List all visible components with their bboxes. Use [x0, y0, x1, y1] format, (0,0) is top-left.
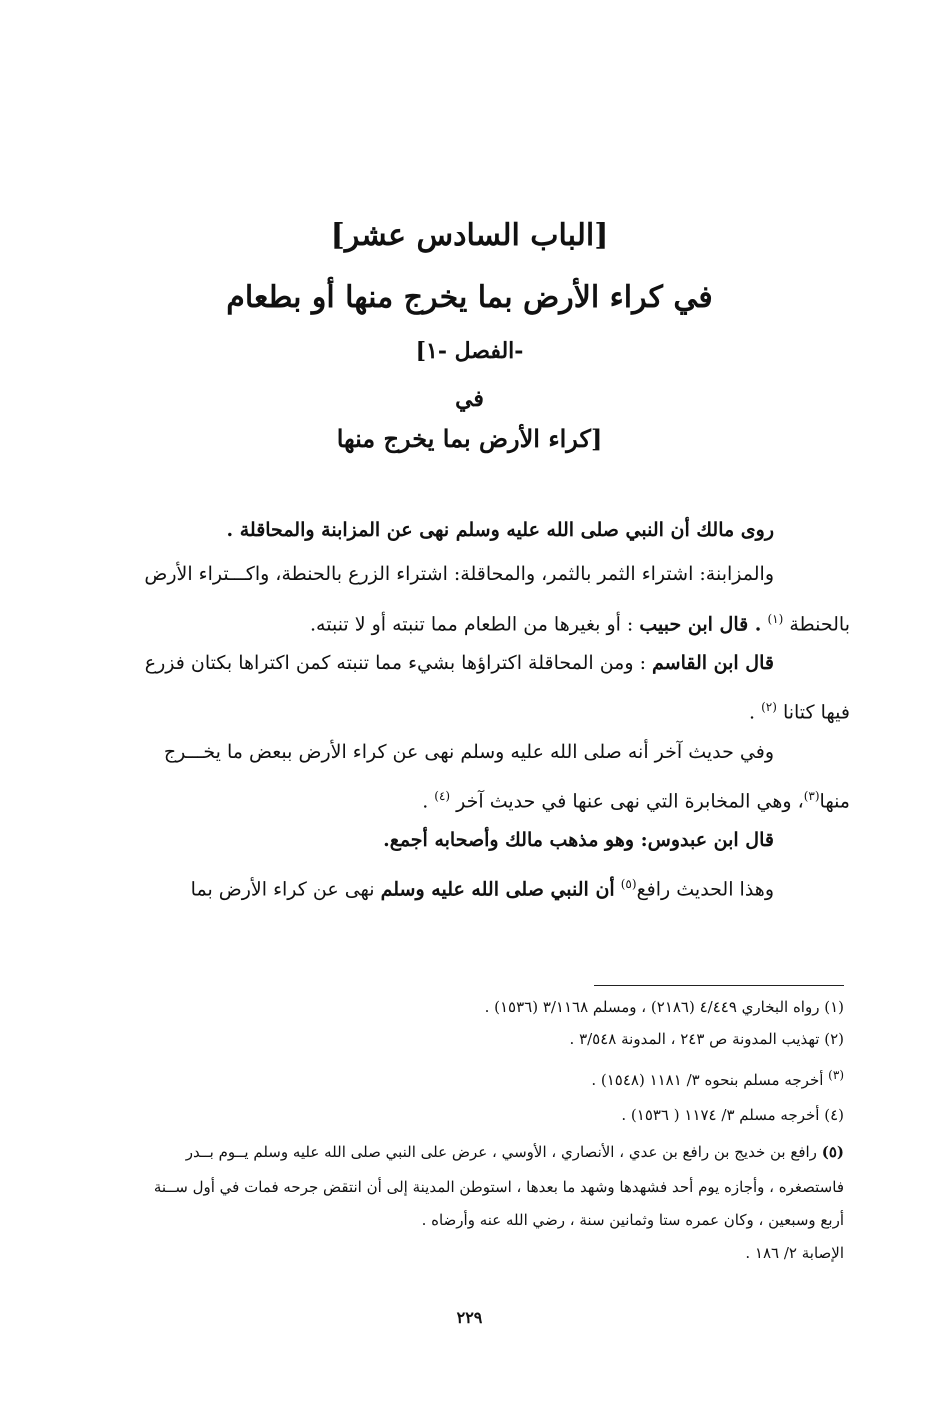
body-line — [114, 641, 774, 685]
body-span: فيها كتانا — [782, 701, 850, 724]
footnote-ref: (١) — [767, 612, 784, 626]
body-line — [114, 685, 850, 734]
footnote-3-text: أخرجه مسلم بنحوه ٣/ ١١٨١ (١٥٤٨) . — [591, 1071, 824, 1089]
body-line: روى مالك أن النبي صلى الله عليه وسلم نهى عن المزابنة والمحاقلة . — [226, 519, 774, 541]
footnote-5-number: (٥) — [821, 1143, 844, 1161]
footnote-5-line-3: أربع وسبعين ، وكان عمره ستا وثمانين سنة ، رضي الله عنه وأرضاه . — [421, 1211, 844, 1229]
page-number: ٢٢٩ — [456, 1308, 483, 1327]
footnote-1: (١) رواه البخاري ٤/٤٤٩ (٢١٨٦) ، ومسلم ٣/١١٦٨ (١٥٣٦) . — [484, 998, 844, 1016]
body-line: قال ابن عبدوس: وهو مذهب مالك وأصحابه أجمع. — [383, 829, 774, 851]
body-span: وهذا الحديث رافع — [636, 878, 774, 901]
section-title: كراء الأرض بما يخرج منها] — [336, 424, 603, 453]
body-span: . — [748, 701, 756, 724]
body-line — [114, 774, 850, 823]
footnote-ref: (٤) — [434, 789, 451, 803]
footnote-5-line-4: الإصابة ٢/ ١٨٦ . — [745, 1244, 844, 1262]
footnote-ref: (٢) — [761, 700, 777, 714]
body-line: والمزابنة: اشتراء الثمر بالثمر، والمحاقلة: اشتراء الزرع بالحنطة، واكـــتراء الأرض — [144, 563, 774, 585]
section-heading: [الفصل -١- — [415, 338, 524, 364]
body-span: : ومن المحاقلة اكتراؤها بشيء مما تنبته كمن اكتراها بكتان فزرع — [144, 652, 646, 674]
footnote-3 — [94, 1068, 844, 1089]
body-span: منها — [819, 790, 850, 813]
footnote-5 — [94, 1143, 844, 1161]
footnote-divider — [594, 985, 844, 986]
body-span: قال ابن القاسم — [652, 652, 774, 674]
body-line — [114, 597, 850, 646]
section-heading-fi: في — [455, 386, 484, 412]
footnote-ref: (٥) — [620, 877, 637, 891]
body-span: أن النبي صلى الله عليه وسلم — [380, 878, 615, 901]
body-span: نهى عن كراء الأرض بما — [190, 878, 375, 901]
body-span: بالحنطة — [789, 613, 850, 636]
body-line — [114, 862, 774, 911]
body-span: . — [422, 790, 429, 813]
footnote-5-line-2: فاستصغره ، وأجازه يوم أحد فشهدها وشهد ما بعدها ، استوطن المدينة إلى أن انتقض جرحه فمات في أول ســنة — [153, 1178, 844, 1196]
footnote-2: (٢) تهذيب المدونة ص ٢٤٣ ، المدونة ٣/٥٤٨ . — [569, 1030, 844, 1048]
body-span: . قال ابن حبيب — [639, 613, 762, 636]
footnote-5-text: رافع بن خديج بن رافع بن عدي ، الأنصاري ، الأوسي ، عرض على النبي صلى الله عليه وسلم يــوم بــدر — [185, 1143, 817, 1161]
footnote-4: (٤) أخرجه مسلم ٣/ ١١٧٤ ( ١٥٣٦) . — [621, 1106, 844, 1124]
footnote-ref: (٣) — [803, 789, 820, 803]
body-span: ، وهي المخابرة التي نهى عنها في حديث آخر — [456, 790, 804, 813]
footnote-3-number: (٣) — [828, 1068, 844, 1082]
body-span: : أو بغيرها من الطعام مما تنبته أو لا تنبته. — [310, 613, 634, 636]
chapter-subtitle: في كراء الأرض بما يخرج منها أو بطعام — [226, 280, 713, 315]
chapter-title: [الباب السادس عشر] — [330, 218, 609, 253]
body-line: وفي حديث آخر أنه صلى الله عليه وسلم نهى عن كراء الأرض ببعض ما يخـــرج — [163, 741, 774, 763]
